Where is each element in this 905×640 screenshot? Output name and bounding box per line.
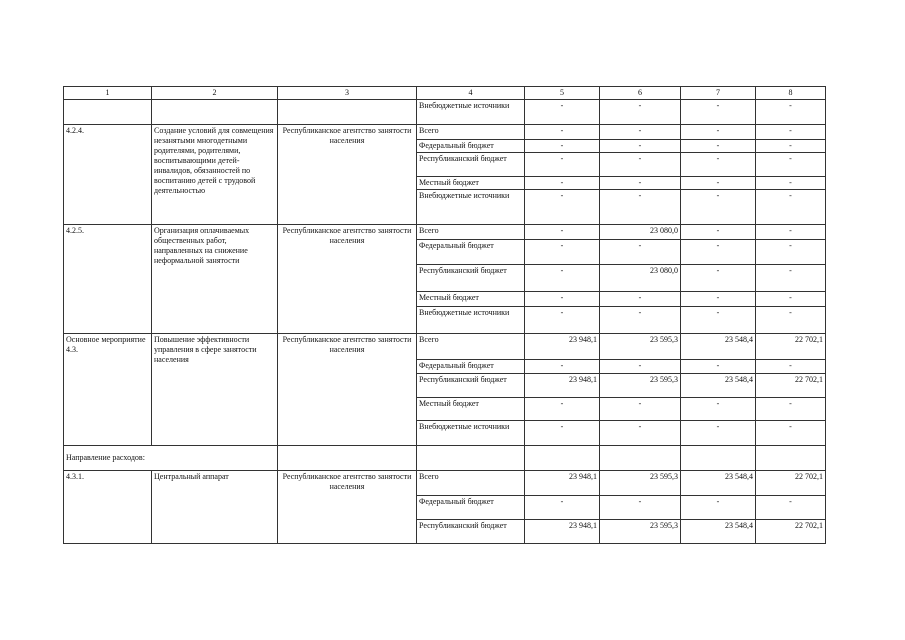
- value-cell: 23 948,1: [525, 520, 600, 544]
- value-cell: -: [525, 398, 600, 421]
- source-label: Всего: [417, 471, 525, 496]
- value-cell: -: [600, 398, 681, 421]
- source-label: Всего: [417, 125, 525, 140]
- name-cell: Организация оплачиваемых общественных работ, направленных на снижение неформальной занятости: [152, 225, 278, 334]
- value-cell: -: [756, 190, 826, 225]
- value-cell: -: [525, 421, 600, 446]
- source-label: Внебюджетные источники: [417, 100, 525, 125]
- value-cell: [756, 446, 826, 471]
- name-cell: [152, 100, 278, 125]
- value-cell: [525, 446, 600, 471]
- direction-label: Направление расходов:: [64, 446, 278, 471]
- value-cell: -: [525, 225, 600, 240]
- value-cell: 23 080,0: [600, 265, 681, 292]
- source-label: Республиканский бюджет: [417, 520, 525, 544]
- executor-cell: Республиканское агентство занятости населения: [278, 225, 417, 334]
- source-label: Внебюджетные источники: [417, 190, 525, 225]
- value-cell: -: [525, 496, 600, 520]
- budget-table: [63, 86, 826, 544]
- executor-cell: Республиканское агентство занятости населения: [278, 471, 417, 544]
- source-label: Федеральный бюджет: [417, 140, 525, 153]
- value-cell: -: [756, 307, 826, 334]
- direction-row: [64, 446, 826, 471]
- table-row: [64, 334, 826, 360]
- source-label: Федеральный бюджет: [417, 360, 525, 374]
- value-cell: -: [525, 265, 600, 292]
- value-cell: -: [681, 421, 756, 446]
- value-cell: -: [600, 125, 681, 140]
- value-cell: -: [756, 240, 826, 265]
- name-cell: Центральный аппарат: [152, 471, 278, 544]
- col-header-1: 1: [64, 87, 152, 100]
- value-cell: -: [600, 190, 681, 225]
- value-cell: -: [600, 307, 681, 334]
- code-cell: 4.3.1.: [64, 471, 152, 544]
- col-header-7: 7: [681, 87, 756, 100]
- executor-cell: Республиканское агентство занятости населения: [278, 125, 417, 225]
- col-header-4: 4: [417, 87, 525, 100]
- value-cell: -: [681, 496, 756, 520]
- value-cell: [681, 446, 756, 471]
- value-cell: 23 080,0: [600, 225, 681, 240]
- value-cell: -: [681, 265, 756, 292]
- value-cell: 22 702,1: [756, 520, 826, 544]
- value-cell: 22 702,1: [756, 334, 826, 360]
- executor-cell: [278, 100, 417, 125]
- table-row: [64, 225, 826, 240]
- value-cell: -: [756, 140, 826, 153]
- value-cell: -: [756, 177, 826, 190]
- value-cell: -: [756, 360, 826, 374]
- value-cell: 23 548,4: [681, 334, 756, 360]
- value-cell: -: [525, 240, 600, 265]
- value-cell: 23 595,3: [600, 374, 681, 398]
- value-cell: 23 595,3: [600, 471, 681, 496]
- value-cell: -: [681, 100, 756, 125]
- value-cell: -: [681, 307, 756, 334]
- value-cell: -: [681, 292, 756, 307]
- value-cell: -: [525, 153, 600, 177]
- value-cell: -: [525, 307, 600, 334]
- executor-cell: Республиканское агентство занятости населения: [278, 334, 417, 446]
- col-header-5: 5: [525, 87, 600, 100]
- value-cell: -: [600, 177, 681, 190]
- name-cell: Создание условий для совмещения незанятыми многодетными родителями, родителями, воспитывающими детей-инвалидов, обязанностей по воспитанию детей с трудовой деятельностью: [152, 125, 278, 225]
- source-label: Всего: [417, 225, 525, 240]
- value-cell: 23 595,3: [600, 520, 681, 544]
- col-header-8: 8: [756, 87, 826, 100]
- value-cell: -: [681, 240, 756, 265]
- col-header-3: 3: [278, 87, 417, 100]
- value-cell: -: [681, 177, 756, 190]
- value-cell: -: [600, 140, 681, 153]
- source-label: [417, 446, 525, 471]
- value-cell: -: [681, 190, 756, 225]
- value-cell: 23 548,4: [681, 374, 756, 398]
- value-cell: -: [600, 292, 681, 307]
- value-cell: 23 548,4: [681, 520, 756, 544]
- value-cell: -: [600, 100, 681, 125]
- value-cell: -: [600, 360, 681, 374]
- value-cell: -: [756, 496, 826, 520]
- value-cell: 22 702,1: [756, 471, 826, 496]
- code-cell: Основное мероприятие 4.3.: [64, 334, 152, 446]
- value-cell: 23 595,3: [600, 334, 681, 360]
- value-cell: -: [681, 125, 756, 140]
- value-cell: -: [681, 360, 756, 374]
- table-row: [64, 125, 826, 140]
- value-cell: -: [681, 140, 756, 153]
- value-cell: -: [525, 360, 600, 374]
- source-label: Республиканский бюджет: [417, 153, 525, 177]
- value-cell: -: [681, 153, 756, 177]
- value-cell: -: [756, 100, 826, 125]
- table-row: [64, 100, 826, 125]
- source-label: Местный бюджет: [417, 292, 525, 307]
- value-cell: -: [525, 125, 600, 140]
- table-row: [64, 471, 826, 496]
- header-row: [64, 87, 826, 100]
- value-cell: 22 702,1: [756, 374, 826, 398]
- value-cell: -: [756, 153, 826, 177]
- code-cell: 4.2.5.: [64, 225, 152, 334]
- value-cell: -: [600, 240, 681, 265]
- value-cell: -: [681, 398, 756, 421]
- value-cell: -: [681, 225, 756, 240]
- executor-cell: [278, 446, 417, 471]
- code-cell: [64, 100, 152, 125]
- source-label: Внебюджетные источники: [417, 421, 525, 446]
- value-cell: -: [756, 225, 826, 240]
- value-cell: -: [756, 292, 826, 307]
- value-cell: -: [525, 140, 600, 153]
- code-cell: 4.2.4.: [64, 125, 152, 225]
- value-cell: -: [756, 421, 826, 446]
- value-cell: -: [525, 292, 600, 307]
- value-cell: -: [756, 398, 826, 421]
- source-label: Республиканский бюджет: [417, 374, 525, 398]
- source-label: Местный бюджет: [417, 177, 525, 190]
- source-label: Федеральный бюджет: [417, 496, 525, 520]
- source-label: Республиканский бюджет: [417, 265, 525, 292]
- col-header-6: 6: [600, 87, 681, 100]
- value-cell: -: [600, 496, 681, 520]
- value-cell: 23 948,1: [525, 471, 600, 496]
- value-cell: -: [756, 265, 826, 292]
- value-cell: 23 548,4: [681, 471, 756, 496]
- source-label: Федеральный бюджет: [417, 240, 525, 265]
- value-cell: -: [600, 421, 681, 446]
- value-cell: [600, 446, 681, 471]
- source-label: Всего: [417, 334, 525, 360]
- value-cell: 23 948,1: [525, 374, 600, 398]
- value-cell: -: [525, 190, 600, 225]
- name-cell: Повышение эффективности управления в сфере занятости населения: [152, 334, 278, 446]
- value-cell: 23 948,1: [525, 334, 600, 360]
- source-label: Местный бюджет: [417, 398, 525, 421]
- value-cell: -: [525, 100, 600, 125]
- value-cell: -: [756, 125, 826, 140]
- value-cell: -: [525, 177, 600, 190]
- source-label: Внебюджетные источники: [417, 307, 525, 334]
- value-cell: -: [600, 153, 681, 177]
- col-header-2: 2: [152, 87, 278, 100]
